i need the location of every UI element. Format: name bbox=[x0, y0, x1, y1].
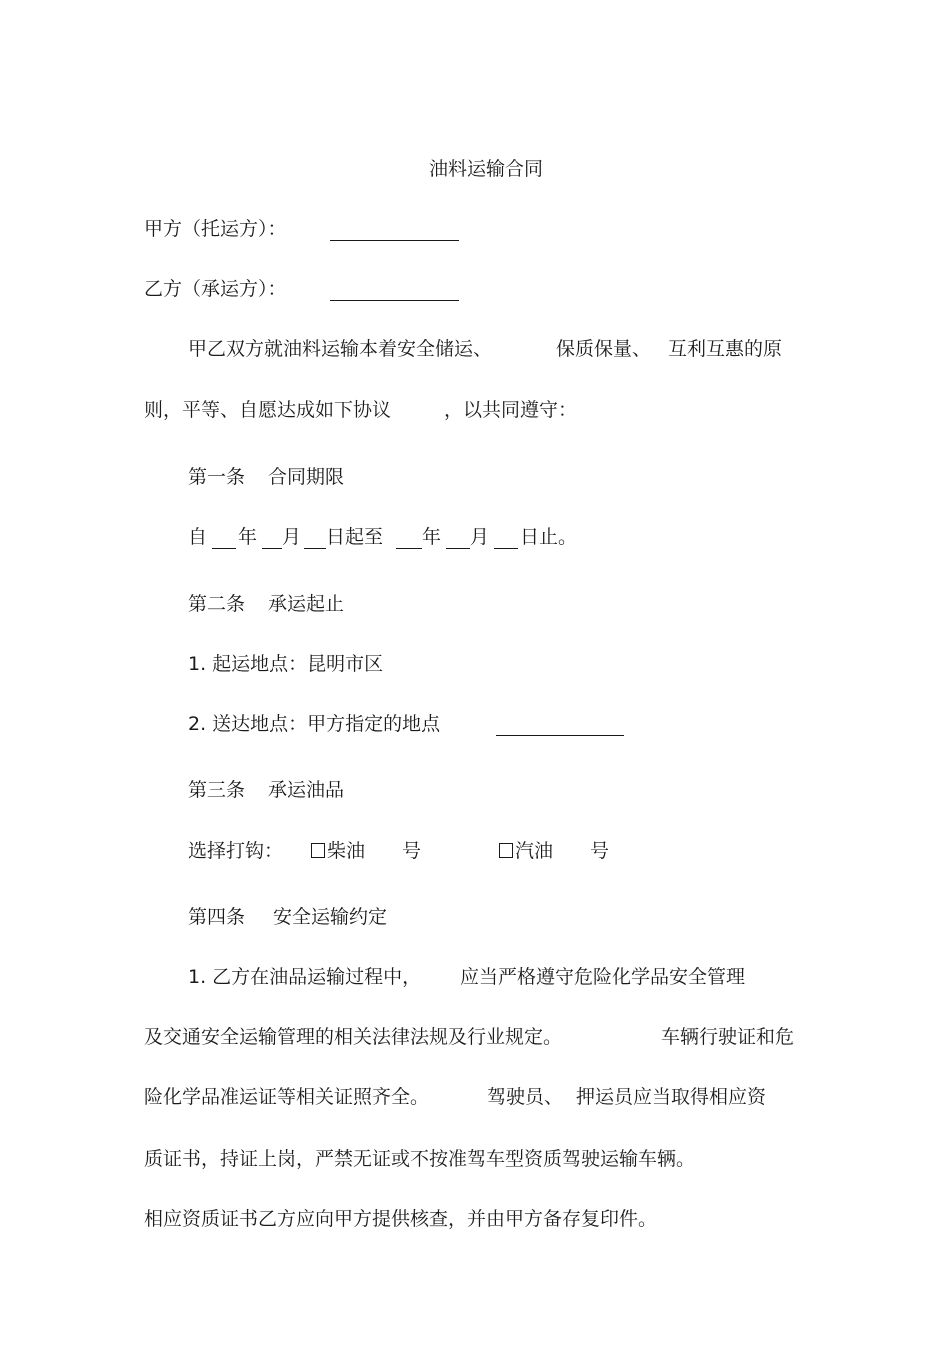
choose-label: 选择打钩： bbox=[188, 840, 284, 862]
destination-blank[interactable] bbox=[496, 735, 624, 736]
gasoline-option[interactable] bbox=[499, 838, 553, 864]
date-year-1: 年 bbox=[238, 526, 258, 548]
intro-line-2-b: ，以共同遵守： bbox=[444, 399, 578, 421]
date-month-2: 月 bbox=[470, 526, 490, 548]
article-4-p1-line-4: 质证书，持证上岗，严禁无证或不按准驾车型资质驾驶运输车辆。 bbox=[144, 1148, 696, 1170]
intro-line-2-a: 则，平等、自愿达成如下协议 bbox=[144, 399, 392, 421]
end-month-blank[interactable] bbox=[446, 548, 470, 549]
article-4-p1-line-1-a: 1. 乙方在油品运输过程中， bbox=[188, 966, 422, 988]
article-1-title: 合同期限 bbox=[268, 466, 345, 488]
article-4-p1-line-1-b: 应当严格遵守危险化学品安全管理 bbox=[460, 966, 746, 988]
article-4-p1-line-3-b: 驾驶员、 bbox=[487, 1086, 564, 1108]
party-a-label: 甲方（托运方）： bbox=[144, 218, 287, 240]
gasoline-grade-suffix: 号 bbox=[590, 840, 610, 862]
article-2-title: 承运起止 bbox=[268, 593, 345, 615]
article-4-p1-line-3-c: 押运员应当取得相应资 bbox=[576, 1086, 767, 1108]
document-title: 油料运输合同 bbox=[428, 158, 543, 180]
date-day-1: 日起至 bbox=[326, 526, 384, 548]
intro-line-1-c: 互利互惠的原 bbox=[668, 338, 783, 360]
date-year-2: 年 bbox=[422, 526, 442, 548]
article-4-title: 安全运输约定 bbox=[273, 906, 388, 928]
article-3-title: 承运油品 bbox=[268, 779, 345, 801]
article-4-p1-line-2-a: 及交通安全运输管理的相关法律法规及行业规定。 bbox=[144, 1026, 563, 1048]
article-4-p1-line-3-a: 险化学品准运证等相关证照齐全。 bbox=[144, 1086, 430, 1108]
party-b-label: 乙方（承运方）： bbox=[144, 278, 287, 300]
destination-item: 2. 送达地点：甲方指定的地点 bbox=[188, 713, 441, 735]
party-b-blank[interactable] bbox=[330, 300, 459, 301]
start-year-blank[interactable] bbox=[212, 548, 236, 549]
diesel-option[interactable] bbox=[311, 838, 365, 864]
article-4-p1-line-2-b: 车辆行驶证和危 bbox=[661, 1026, 795, 1048]
date-prefix: 自 bbox=[188, 526, 208, 548]
article-3-number: 第三条 bbox=[188, 779, 246, 801]
gasoline-label: 汽油 bbox=[515, 840, 554, 862]
gasoline-checkbox[interactable] bbox=[499, 843, 513, 858]
article-4-number: 第四条 bbox=[188, 906, 246, 928]
diesel-label: 柴油 bbox=[327, 840, 366, 862]
end-year-blank[interactable] bbox=[396, 548, 422, 549]
article-2-number: 第二条 bbox=[188, 593, 246, 615]
start-month-blank[interactable] bbox=[262, 548, 282, 549]
date-day-2: 日止。 bbox=[520, 526, 578, 548]
party-a-blank[interactable] bbox=[330, 240, 459, 241]
intro-line-1-a: 甲乙双方就油料运输本着安全储运、 bbox=[188, 338, 493, 360]
end-day-blank[interactable] bbox=[494, 548, 518, 549]
article-4-p1-line-5: 相应资质证书乙方应向甲方提供核查，并由甲方备存复印件。 bbox=[144, 1208, 658, 1230]
origin-item: 1. 起运地点：昆明市区 bbox=[188, 653, 384, 675]
article-1-number: 第一条 bbox=[188, 466, 246, 488]
diesel-checkbox[interactable] bbox=[311, 843, 325, 858]
date-month-1: 月 bbox=[282, 526, 302, 548]
start-day-blank[interactable] bbox=[304, 548, 326, 549]
diesel-grade-suffix: 号 bbox=[402, 840, 422, 862]
intro-line-1-b: 保质保量、 bbox=[556, 338, 652, 360]
